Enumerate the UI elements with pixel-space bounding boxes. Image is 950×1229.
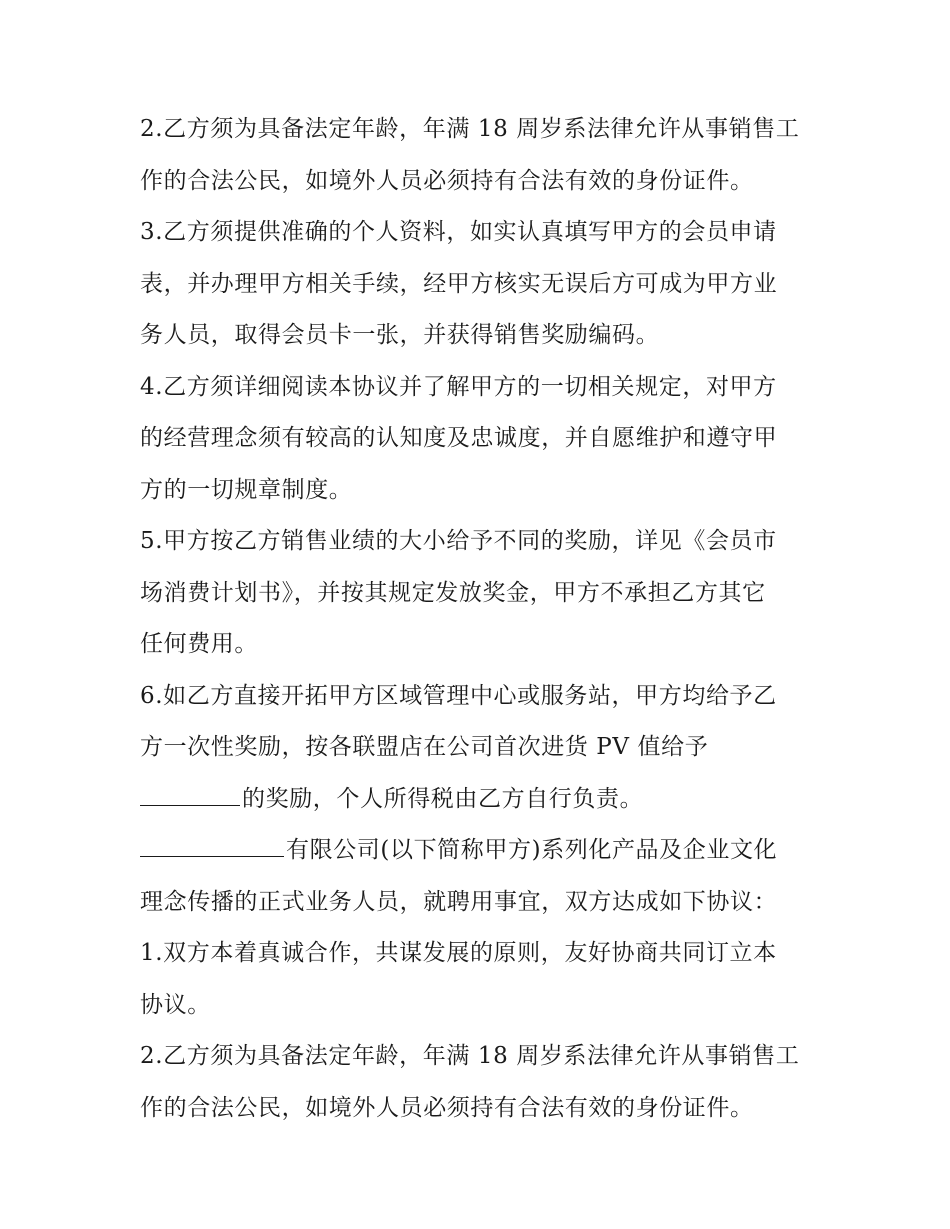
document-body: [140, 104, 820, 1134]
text-line: 4.乙方须详细阅读本协议并了解甲方的一切相关规定，对甲方: [140, 373, 777, 400]
text-line: 务人员，取得会员卡一张，并获得销售奖励编码。: [140, 322, 660, 348]
text-line: 理念传播的正式业务人员，就聘用事宜，双方达成如下协议：: [140, 888, 778, 915]
text-line: 方的一切规章制度。: [140, 476, 353, 503]
text-fragment: 有限公司(以下简称甲方)系列化产品及企业文化: [286, 837, 778, 863]
text-line: 的经营理念须有较高的认知度及忠诚度，并自愿维护和遵守甲: [140, 425, 778, 451]
text-line-with-blank: [140, 825, 820, 877]
text-line: 2.乙方须为具备法定年龄，年满 18 周岁系法律允许从事销售工: [140, 1043, 800, 1069]
text-line: 2.乙方须为具备法定年龄，年满 18 周岁系法律允许从事销售工: [140, 116, 800, 142]
text-line-with-blank: [140, 774, 820, 826]
text-line: 5.甲方按乙方销售业绩的大小给予不同的奖励，详见《会员市: [140, 528, 777, 554]
text-line: 作的合法公民，如境外人员必须持有合法有效的身份证件。: [140, 1094, 754, 1121]
text-line: 协议。: [140, 991, 211, 1018]
text-line: 3.乙方须提供准确的个人资料，如实认真填写甲方的会员申请: [140, 219, 777, 245]
text-line: 作的合法公民，如境外人员必须持有合法有效的身份证件。: [140, 167, 754, 194]
text-line: 方一次性奖励，按各联盟店在公司首次进货 PV 值给予: [140, 734, 709, 760]
company-name-blank[interactable]: [140, 826, 284, 857]
fill-in-blank[interactable]: [140, 775, 240, 806]
text-line: 表，并办理甲方相关手续，经甲方核实无误后方可成为甲方业: [140, 270, 778, 297]
text-line: 1.双方本着真诚合作，共谋发展的原则，友好协商共同订立本: [140, 940, 777, 966]
text-line: 场消费计划书》，并按其规定发放奖金，甲方不承担乙方其它: [140, 579, 766, 606]
text-fragment: 的奖励，个人所得税由乙方自行负责。: [242, 785, 644, 812]
text-line: 6.如乙方直接开拓甲方区域管理中心或服务站，甲方均给予乙: [140, 682, 777, 709]
text-line: 任何费用。: [140, 631, 258, 657]
